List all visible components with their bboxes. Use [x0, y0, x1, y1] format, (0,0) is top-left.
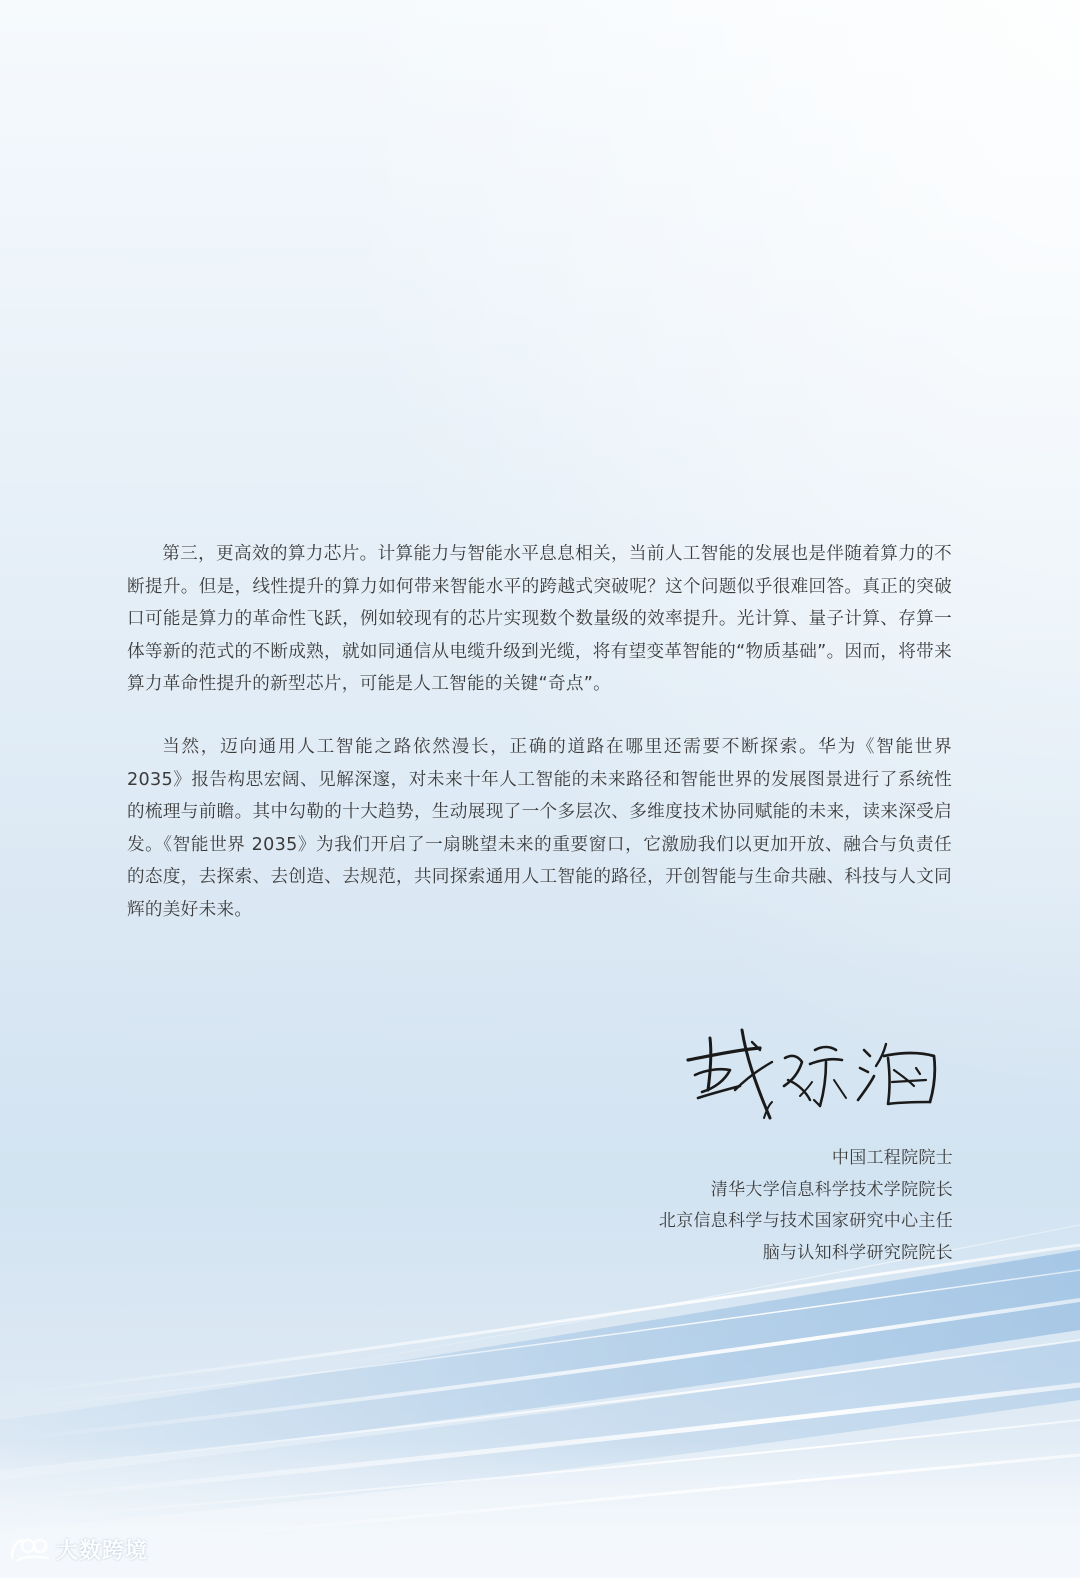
author-title-line: 脑与认知科学研究院院长: [762, 1242, 953, 1263]
paragraph-conclusion: 当然，迈向通用人工智能之路依然漫长，正确的道路在哪里还需要不断探索。华为《智能世界 2035》报告构思宏阔、见解深邃，对未来十年人工智能的未来路径和智能世界的发展图景进行了系统性的梳理与前瞻。其中勾勒的十大趋势，生动展现了一个多层次、多维度技术协同赋能的未来，读来深受启发。《智能世界 2035》为我们开启了一扇眺望未来的重要窗口，它激励我们以更加开放、融合与负责任的态度，去探索、去创造、去规范，共同探索通用人工智能的路径，开创智能与生命共融、科技与人文同辉的美好未来。: [127, 736, 952, 920]
watermark-logo-icon: [8, 1534, 52, 1564]
watermark-text: 大数跨境: [56, 1538, 149, 1564]
author-title-line: 北京信息科学与技术国家研究中心主任: [658, 1211, 953, 1231]
author-title-line: 中国工程院院士: [831, 1148, 953, 1168]
author-title-line: 清华大学信息科学技术学院院长: [710, 1179, 953, 1200]
paragraph-computing-chips: 第三，更高效的算力芯片。计算能力与智能水平息息相关，当前人工智能的发展也是伴随着算力的不断提升。但是，线性提升的算力如何带来智能水平的跨越式突破呢？这个问题似乎很难回答。真正的突破口可能是算力的革命性飞跃，例如较现有的芯片实现数个数量级的效率提升。光计算、量子计算、存算一体等新的范式的不断成熟，就如同通信从电缆升级到光缆，将有望变革智能的“物质基础”。因而，将带来算力革命性提升的新型芯片，可能是人工智能的关键“奇点”。: [127, 544, 952, 695]
handwritten-signature: [680, 1020, 950, 1130]
article-body: [127, 538, 952, 927]
watermark: [8, 1532, 148, 1566]
author-titles: [659, 1143, 953, 1269]
